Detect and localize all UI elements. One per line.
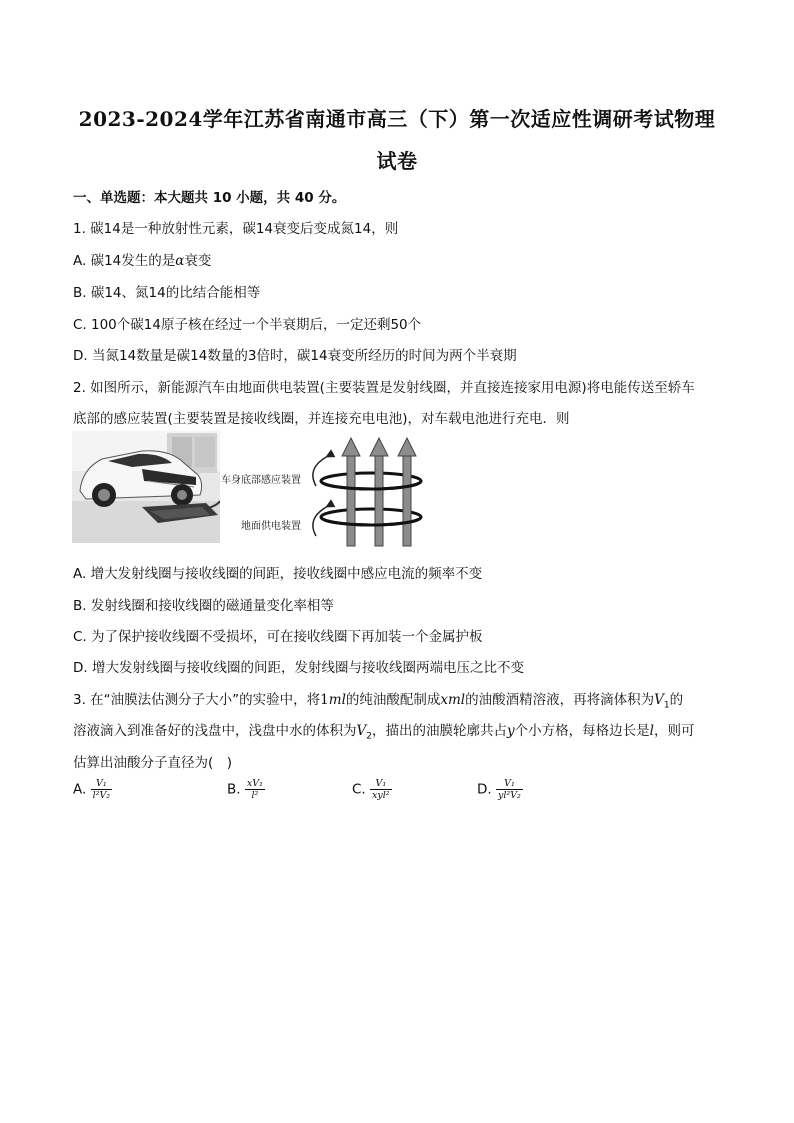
label-ground-supply: 地面供电装置 bbox=[241, 521, 301, 532]
q1-option-a-text-end: 衰变 bbox=[184, 253, 212, 269]
option-label: A. bbox=[73, 781, 87, 798]
denominator: xyl² bbox=[372, 790, 390, 801]
fraction bbox=[370, 778, 392, 801]
q3-option-a bbox=[73, 778, 112, 801]
q1-option-d: D. 当氮14数量是碳14数量的3倍时，碳14衰变所经历的时间为两个半衰期 bbox=[73, 348, 517, 364]
denominator: yl²V₂ bbox=[497, 790, 521, 801]
q3-text: 的油酸酒精溶液，再将滴体积为 bbox=[465, 692, 655, 708]
q3-text: 的纯油酸配制成 bbox=[345, 692, 441, 708]
q1-option-a bbox=[73, 249, 211, 269]
q3-stem-line2 bbox=[73, 719, 694, 742]
q2-option-c: C. 为了保护接收线圈不受损坏，可在接收线圈下再加装一个金属护板 bbox=[73, 629, 483, 645]
q3-math: 1 bbox=[320, 692, 329, 708]
q3-math: xml bbox=[440, 692, 466, 708]
q3-text: ，则可 bbox=[653, 723, 695, 739]
option-label: D. bbox=[477, 781, 492, 798]
q3-text: 3. 在“油膜法估测分子大小”的实验中，将 bbox=[73, 692, 321, 708]
numerator: V₁ bbox=[496, 778, 523, 790]
section-heading: 一、单选题：本大题共 10 小题，共 40 分。 bbox=[73, 190, 346, 206]
q1-option-b: B. 碳14、氮14的比结合能相等 bbox=[73, 285, 261, 301]
q3-subscript: 2 bbox=[366, 731, 372, 742]
q3-text: ，描出的油膜轮廓共占 bbox=[371, 723, 507, 739]
fraction bbox=[91, 778, 113, 801]
q3-math: l bbox=[649, 723, 654, 739]
q2-option-a: A. 增大发射线圈与接收线圈的间距，接收线圈中感应电流的频率不变 bbox=[73, 566, 483, 582]
q1-option-c: C. 100个碳14原子核在经过一个半衰期后，一定还剩50个 bbox=[73, 317, 422, 333]
q3-text: 个小方格，每格边长是 bbox=[514, 723, 650, 739]
q3-math: ml bbox=[328, 692, 346, 708]
fraction bbox=[245, 778, 265, 801]
q3-option-b bbox=[227, 778, 265, 801]
numerator: xV₁ bbox=[246, 778, 263, 789]
q1-stem: 1. 碳14是一种放射性元素，碳14衰变后变成氮14，则 bbox=[73, 221, 399, 237]
q3-text: 溶液滴入到准备好的浅盘中，浅盘中水的体积为 bbox=[73, 723, 357, 739]
denominator: l²V₂ bbox=[92, 790, 111, 801]
q3-stem-line1 bbox=[73, 688, 683, 711]
q3-text: 的 bbox=[669, 692, 684, 708]
q1-option-a-math: α bbox=[175, 253, 185, 269]
q3-option-c bbox=[352, 778, 392, 801]
denominator: l² bbox=[251, 790, 259, 801]
page-title-continued: 试卷 bbox=[376, 149, 418, 173]
q3-math: V bbox=[654, 692, 664, 708]
q1-option-a-text: A. 碳14发生的是 bbox=[73, 253, 176, 269]
label-receiver-device: 车身底部感应装置 bbox=[221, 475, 301, 486]
page-title: 2023-2024学年江苏省南通市高三（下）第一次适应性调研考试物理 bbox=[78, 107, 716, 131]
option-label: B. bbox=[227, 781, 241, 798]
q2-stem-line2: 底部的感应装置(主要装置是接收线圈，并连接充电电池)，对车载电池进行充电．则 bbox=[73, 411, 570, 427]
numerator: V₁ bbox=[91, 778, 113, 790]
q2-option-b: B. 发射线圈和接收线圈的磁通量变化率相等 bbox=[73, 598, 334, 614]
q2-option-d: D. 增大发射线圈与接收线圈的间距，发射线圈与接收线圈两端电压之比不变 bbox=[73, 660, 524, 676]
car-photo bbox=[72, 431, 220, 543]
option-label: C. bbox=[352, 781, 366, 798]
q2-stem-line1: 2. 如图所示，新能源汽车由地面供电装置(主要装置是发射线圈，并直接连接家用电源)将电能传送至轿车 bbox=[73, 380, 695, 396]
q3-option-d bbox=[477, 778, 523, 801]
fraction bbox=[496, 778, 523, 801]
q3-stem-line3: 估算出油酸分子直径为( ) bbox=[73, 755, 233, 771]
coil-diagram bbox=[240, 434, 470, 550]
q3-math: V bbox=[356, 723, 367, 739]
q3-math: y bbox=[506, 723, 515, 739]
numerator: V₁ bbox=[370, 778, 392, 790]
q3-subscript: 1 bbox=[663, 700, 670, 711]
